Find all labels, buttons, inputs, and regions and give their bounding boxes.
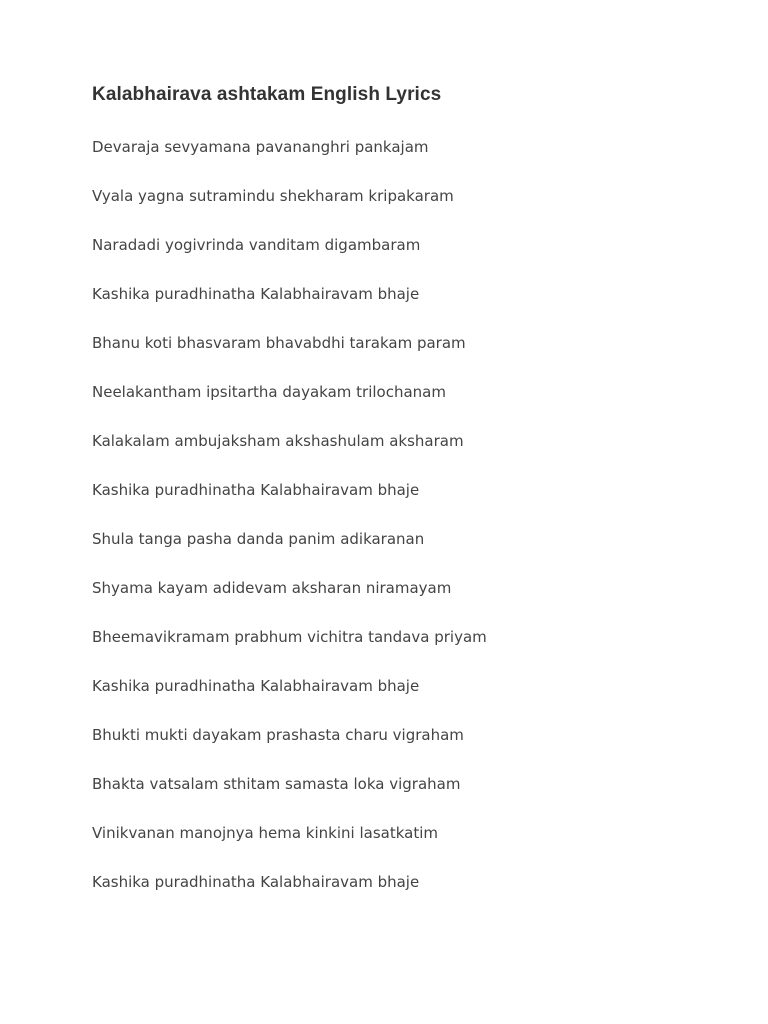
lyric-line: Vinikvanan manojnya hema kinkini lasatkatim [92, 824, 438, 842]
lyric-line: Bhanu koti bhasvaram bhavabdhi tarakam param [92, 334, 466, 352]
lyric-line: Bhukti mukti dayakam prashasta charu vigraham [92, 726, 464, 744]
lyric-line: Kalakalam ambujaksham akshashulam aksharam [92, 432, 464, 450]
lyric-line: Shyama kayam adidevam aksharan niramayam [92, 579, 452, 597]
lyric-line: Vyala yagna sutramindu shekharam kripakaram [92, 187, 454, 205]
document-title: Kalabhairava ashtakam English Lyrics [92, 84, 442, 105]
lyric-line: Kashika puradhinatha Kalabhairavam bhaje [92, 285, 420, 303]
lyric-line: Kashika puradhinatha Kalabhairavam bhaje [92, 873, 420, 891]
lyric-line: Bheemavikramam prabhum vichitra tandava priyam [92, 628, 487, 646]
lyric-line: Shula tanga pasha danda panim adikaranan [92, 530, 425, 548]
lyric-line: Naradadi yogivrinda vanditam digambaram [92, 236, 421, 254]
lyrics-list [92, 136, 487, 920]
lyric-line: Neelakantham ipsitartha dayakam trilochanam [92, 383, 446, 401]
lyric-line: Devaraja sevyamana pavananghri pankajam [92, 138, 429, 156]
lyric-line: Kashika puradhinatha Kalabhairavam bhaje [92, 677, 420, 695]
lyric-line: Kashika puradhinatha Kalabhairavam bhaje [92, 481, 420, 499]
lyric-line: Bhakta vatsalam sthitam samasta loka vigraham [92, 775, 461, 793]
